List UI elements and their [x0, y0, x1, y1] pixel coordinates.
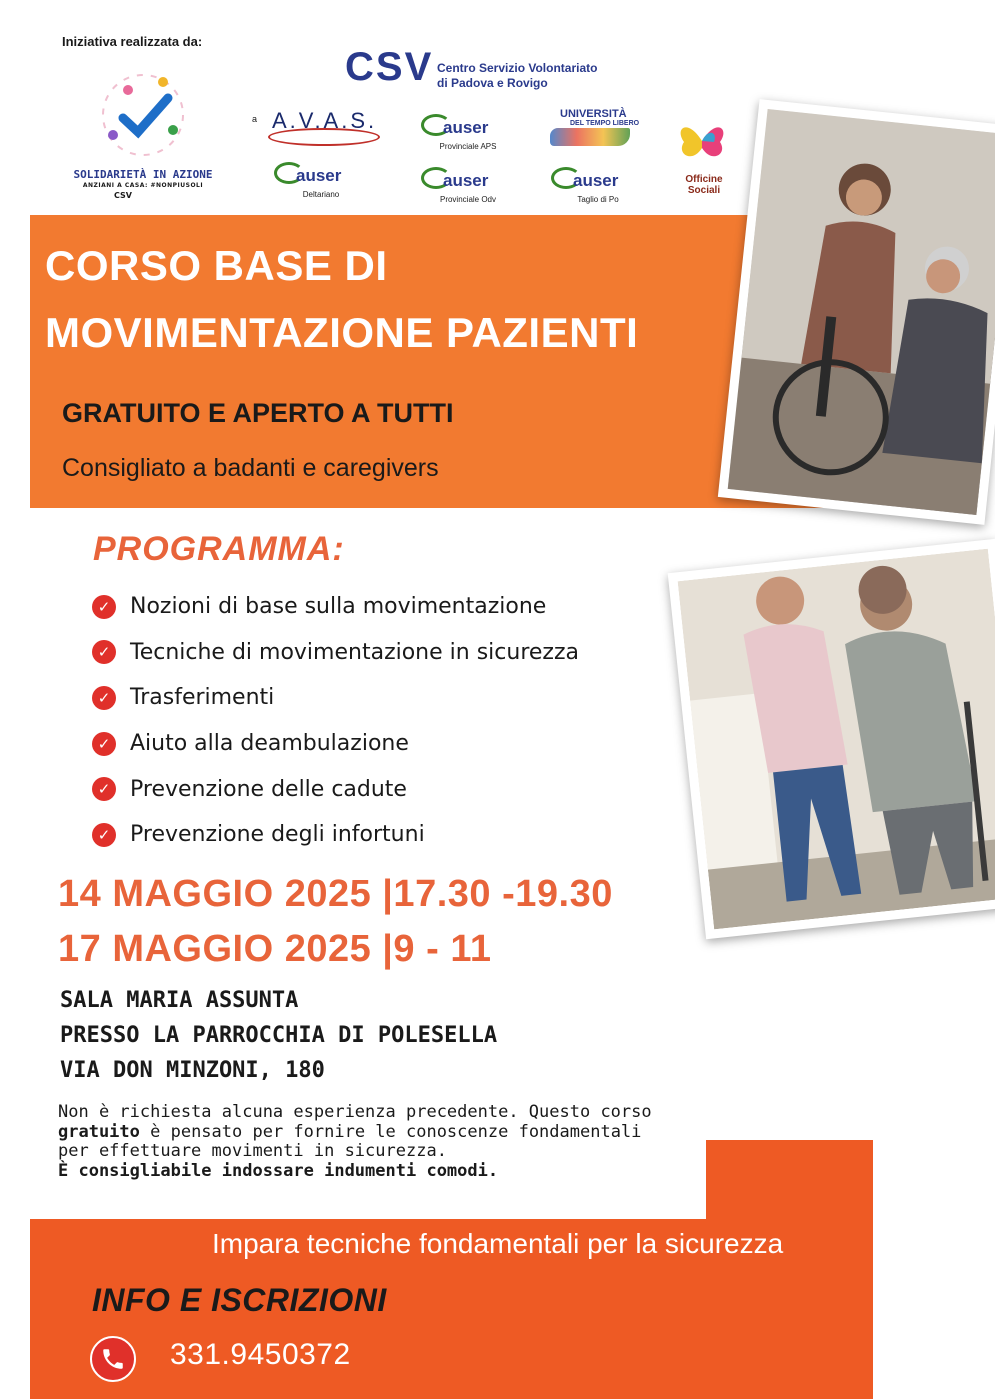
check-icon: ✓	[92, 732, 116, 756]
course-title	[45, 232, 638, 366]
auser-logo-provinciale-aps	[413, 112, 523, 156]
programma-item-text: Nozioni di base sulla movimentazione	[130, 594, 547, 620]
course-note	[58, 1103, 678, 1181]
programma-item	[92, 812, 579, 858]
auser-logo-taglio-di-po	[543, 165, 653, 209]
officine-name: Officine Sociali	[685, 174, 723, 196]
venue-line2: PRESSO LA PARROCCHIA DI POLESELLA	[60, 1023, 498, 1048]
initiative-label: Iniziativa realizzata da:	[62, 34, 203, 49]
csv-name-line1: Centro Servizio Volontariato	[437, 61, 598, 75]
solidarieta-title: SOLIDARIETÀ IN AZIONE	[73, 168, 213, 181]
avas-logo	[250, 108, 385, 150]
auser-word: auser	[573, 171, 619, 190]
programma-item	[92, 675, 579, 721]
butterfly-icon	[678, 118, 726, 164]
solidarieta-logo	[58, 60, 228, 210]
footer-slogan: Impara tecniche fondamentali per la sicurezza	[212, 1228, 784, 1259]
check-icon: ✓	[92, 777, 116, 801]
csv-logo	[345, 45, 635, 95]
programma-item	[92, 721, 579, 767]
universita-line2: DEL TEMPO LIBERO	[570, 120, 640, 127]
check-icon: ✓	[92, 640, 116, 664]
venue-line1: SALA MARIA ASSUNTA	[60, 988, 299, 1013]
avas-word: A.V.A.S.	[272, 108, 378, 133]
programma-heading: PROGRAMMA:	[93, 530, 345, 568]
csv-letters: CSV	[345, 45, 434, 89]
note-part2: è pensato per fornire le conoscenze fondamentali per effettuare movimenti in sicurezza.	[58, 1121, 642, 1161]
avas-ring	[268, 128, 380, 146]
note-part1: Non è richiesta alcuna esperienza precedente. Questo corso	[58, 1102, 652, 1122]
csv-name-line2: di Padova e Rovigo	[437, 76, 548, 90]
auser-word: auser	[443, 118, 489, 137]
check-icon: ✓	[92, 823, 116, 847]
officine-sociali-logo	[668, 118, 740, 196]
course-title-line2: MOVIMENTAZIONE PAZIENTI	[45, 309, 639, 356]
csv-name	[437, 61, 637, 91]
avas-prefix: a	[252, 114, 258, 124]
universita-logo	[540, 108, 640, 158]
programma-item	[92, 584, 579, 630]
caregiver-illustration	[728, 109, 995, 515]
check-icon: ✓	[92, 686, 116, 710]
programma-list	[92, 584, 579, 858]
auser-unit: Taglio di Po	[577, 195, 619, 204]
date-session-1: 14 MAGGIO 2025 |17.30 -19.30	[58, 873, 613, 915]
course-title-line1: CORSO BASE DI	[45, 242, 388, 289]
programma-item-text: Trasferimenti	[130, 685, 275, 711]
programma-item-text: Prevenzione degli infortuni	[130, 822, 425, 848]
date-session-2: 17 MAGGIO 2025 |9 - 11	[58, 928, 492, 970]
phone-icon	[90, 1336, 136, 1382]
info-heading: INFO E ISCRIZIONI	[92, 1282, 387, 1318]
programma-item	[92, 630, 579, 676]
auser-logo-deltariano	[266, 160, 376, 204]
walking-aid-illustration	[678, 549, 995, 930]
auser-logo-provinciale-odv	[413, 165, 523, 209]
phone-number[interactable]: 331.9450372	[170, 1338, 351, 1371]
auser-unit: Provinciale APS	[439, 142, 497, 151]
programma-item-text: Prevenzione delle cadute	[130, 776, 407, 802]
check-icon: ✓	[92, 595, 116, 619]
free-open-label: GRATUITO E APERTO A TUTTI	[62, 398, 454, 428]
solidarieta-csv: CSV	[114, 191, 132, 200]
solidarieta-icon	[88, 60, 198, 165]
solidarieta-subtitle: ANZIANI A CASA: #NONPIUSOLI	[82, 182, 204, 189]
universita-graphic	[550, 128, 630, 146]
venue-line3: VIA DON MINZONI, 180	[60, 1058, 325, 1083]
note-bold-gratuito: gratuito	[58, 1121, 140, 1142]
photo-caregiver-walking	[668, 539, 995, 939]
recommended-label: Consigliato a badanti e caregivers	[62, 454, 439, 482]
programma-item-text: Tecniche di movimentazione in sicurezza	[130, 639, 579, 665]
auser-word: auser	[296, 166, 342, 185]
venue-address	[60, 983, 497, 1088]
phone-glyph-icon	[100, 1346, 126, 1372]
photo-caregiver-wheelchair	[718, 99, 995, 525]
note-bold-clothing: È consigliabile indossare indumenti comodi.	[58, 1160, 499, 1181]
programma-item-text: Aiuto alla deambulazione	[130, 731, 409, 757]
auser-unit: Provinciale Odv	[439, 195, 497, 204]
programma-item	[92, 766, 579, 812]
auser-word: auser	[443, 171, 489, 190]
universita-line1: UNIVERSITÀ	[560, 108, 627, 120]
auser-unit: Deltariano	[302, 190, 340, 199]
